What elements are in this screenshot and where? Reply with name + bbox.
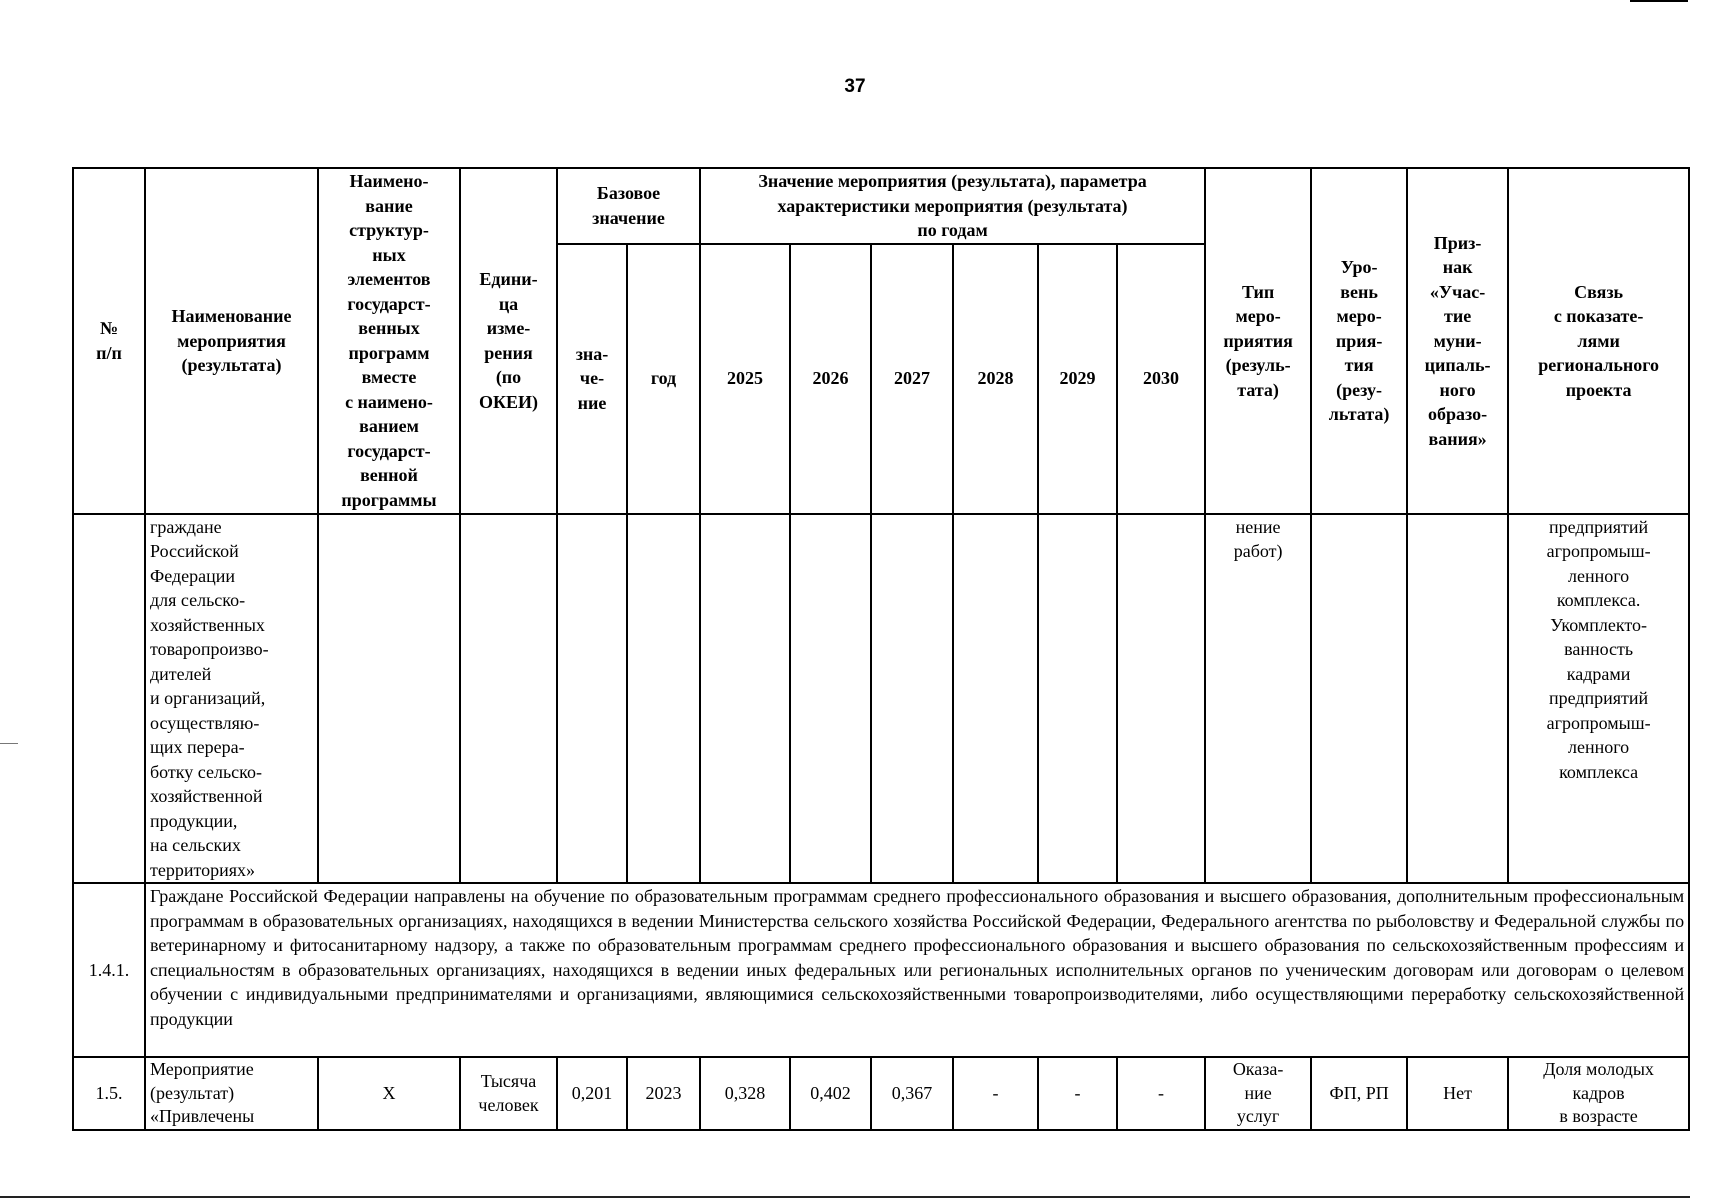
header-number: № п/п <box>73 168 145 514</box>
header-year-2030: 2030 <box>1117 244 1205 514</box>
table-cell <box>318 514 460 884</box>
activity-level: ФП, РП <box>1311 1057 1407 1130</box>
base-year: 2023 <box>627 1057 700 1130</box>
table-cell <box>73 514 145 884</box>
bottom-edge-line <box>0 1196 1690 1198</box>
table-cell <box>1117 514 1205 884</box>
value-2025: 0,328 <box>700 1057 790 1130</box>
header-base-value-group: Базовое значение <box>557 168 700 244</box>
table-cell <box>790 514 871 884</box>
header-year-2028: 2028 <box>953 244 1038 514</box>
activity-type-continuation: нение работ) <box>1205 514 1311 884</box>
regional-project-link: Доля молодых кадров в возрасте <box>1508 1057 1689 1130</box>
table-cell <box>700 514 790 884</box>
value-2029: - <box>1038 1057 1117 1130</box>
activity-type: Оказа- ние услуг <box>1205 1057 1311 1130</box>
header-unit: Едини- ца изме- рения (по ОКЕИ) <box>460 168 557 514</box>
header-structural-elements: Наимено- вание структур- ных элементов государст- венных программ вместе с наимено- ванием государст- венной программы <box>318 168 460 514</box>
table-row <box>73 514 1689 884</box>
table-cell <box>460 514 557 884</box>
header-year-2029: 2029 <box>1038 244 1117 514</box>
value-2026: 0,402 <box>790 1057 871 1130</box>
header-municipal-participation: Приз- нак «Учас- тие муни- ципаль- ного образо- вания» <box>1407 168 1508 514</box>
header-activity-type: Тип меро- приятия (резуль- тата) <box>1205 168 1311 514</box>
activities-table <box>72 167 1690 1131</box>
activity-name-continuation: граждане Российской Федерации для сельско- хозяйственных товаропроизво- дителей и организаций, осуществляю- щих перера- ботку сельско- хозяйственной продукции, на сельских территориях» <box>145 514 318 884</box>
header-year-2025: 2025 <box>700 244 790 514</box>
base-value: 0,201 <box>557 1057 627 1130</box>
header-regional-project-link: Связь с показате- лями регионального проекта <box>1508 168 1689 514</box>
header-activity-level: Уро- вень меро- прия- тия (резу- льтата) <box>1311 168 1407 514</box>
table-row <box>73 883 1689 1057</box>
header-row <box>73 168 1689 244</box>
header-yearly-values-group: Значение мероприятия (результата), параметра характеристики мероприятия (результата) по годам <box>700 168 1205 244</box>
header-base-year: год <box>627 244 700 514</box>
table-row <box>73 1057 1689 1130</box>
table-cell <box>1038 514 1117 884</box>
margin-mark <box>0 743 18 744</box>
header-activity-name: Наименование мероприятия (результата) <box>145 168 318 514</box>
table-cell <box>557 514 627 884</box>
regional-link-continuation: предприятий агропромыш- ленного комплекса. Укомплекто- ванность кадрами предприятий агропромыш- ленного комплекса <box>1508 514 1689 884</box>
top-rule <box>1630 0 1688 2</box>
row-number: 1.5. <box>73 1057 145 1130</box>
value-2030: - <box>1117 1057 1205 1130</box>
table-cell <box>1407 514 1508 884</box>
activity-name: Мероприятие (результат) «Привлечены <box>145 1057 318 1130</box>
page-number: 37 <box>844 76 866 97</box>
result-description: Граждане Российской Федерации направлены на обучение по образовательным программам среднего профессионального образования и высшего образования, дополнительным профессиональным программам в образовательных организациях, находящихся в ведении Министерства сельского хозяйства Российской Федерации, Федерального агентства по рыболовству и Федеральной службы по ветеринарному и фитосанитарному надзору, а также по образовательным программам среднего профессионального образования и высшего образования по сельскохозяйственным профессиям и специальностям в образовательных организациях, находящихся в ведении иных федеральных или региональных исполнительных органов по ученическим договорам или договорам о целевом обучении с индивидуальными предпринимателями и организациями, являющимися сельскохозяйственными товаропроизводителями, либо осуществляющими переработку сельскохозяйственной продукции <box>145 883 1689 1057</box>
table-cell <box>871 514 953 884</box>
unit-of-measure: Тысяча человек <box>460 1057 557 1130</box>
value-2027: 0,367 <box>871 1057 953 1130</box>
header-base-value: зна- че- ние <box>557 244 627 514</box>
header-year-2027: 2027 <box>871 244 953 514</box>
structural-element: Х <box>318 1057 460 1130</box>
municipal-participation: Нет <box>1407 1057 1508 1130</box>
header-year-2026: 2026 <box>790 244 871 514</box>
table-cell <box>1311 514 1407 884</box>
table-cell <box>953 514 1038 884</box>
row-number: 1.4.1. <box>73 883 145 1057</box>
value-2028: - <box>953 1057 1038 1130</box>
table-cell <box>627 514 700 884</box>
